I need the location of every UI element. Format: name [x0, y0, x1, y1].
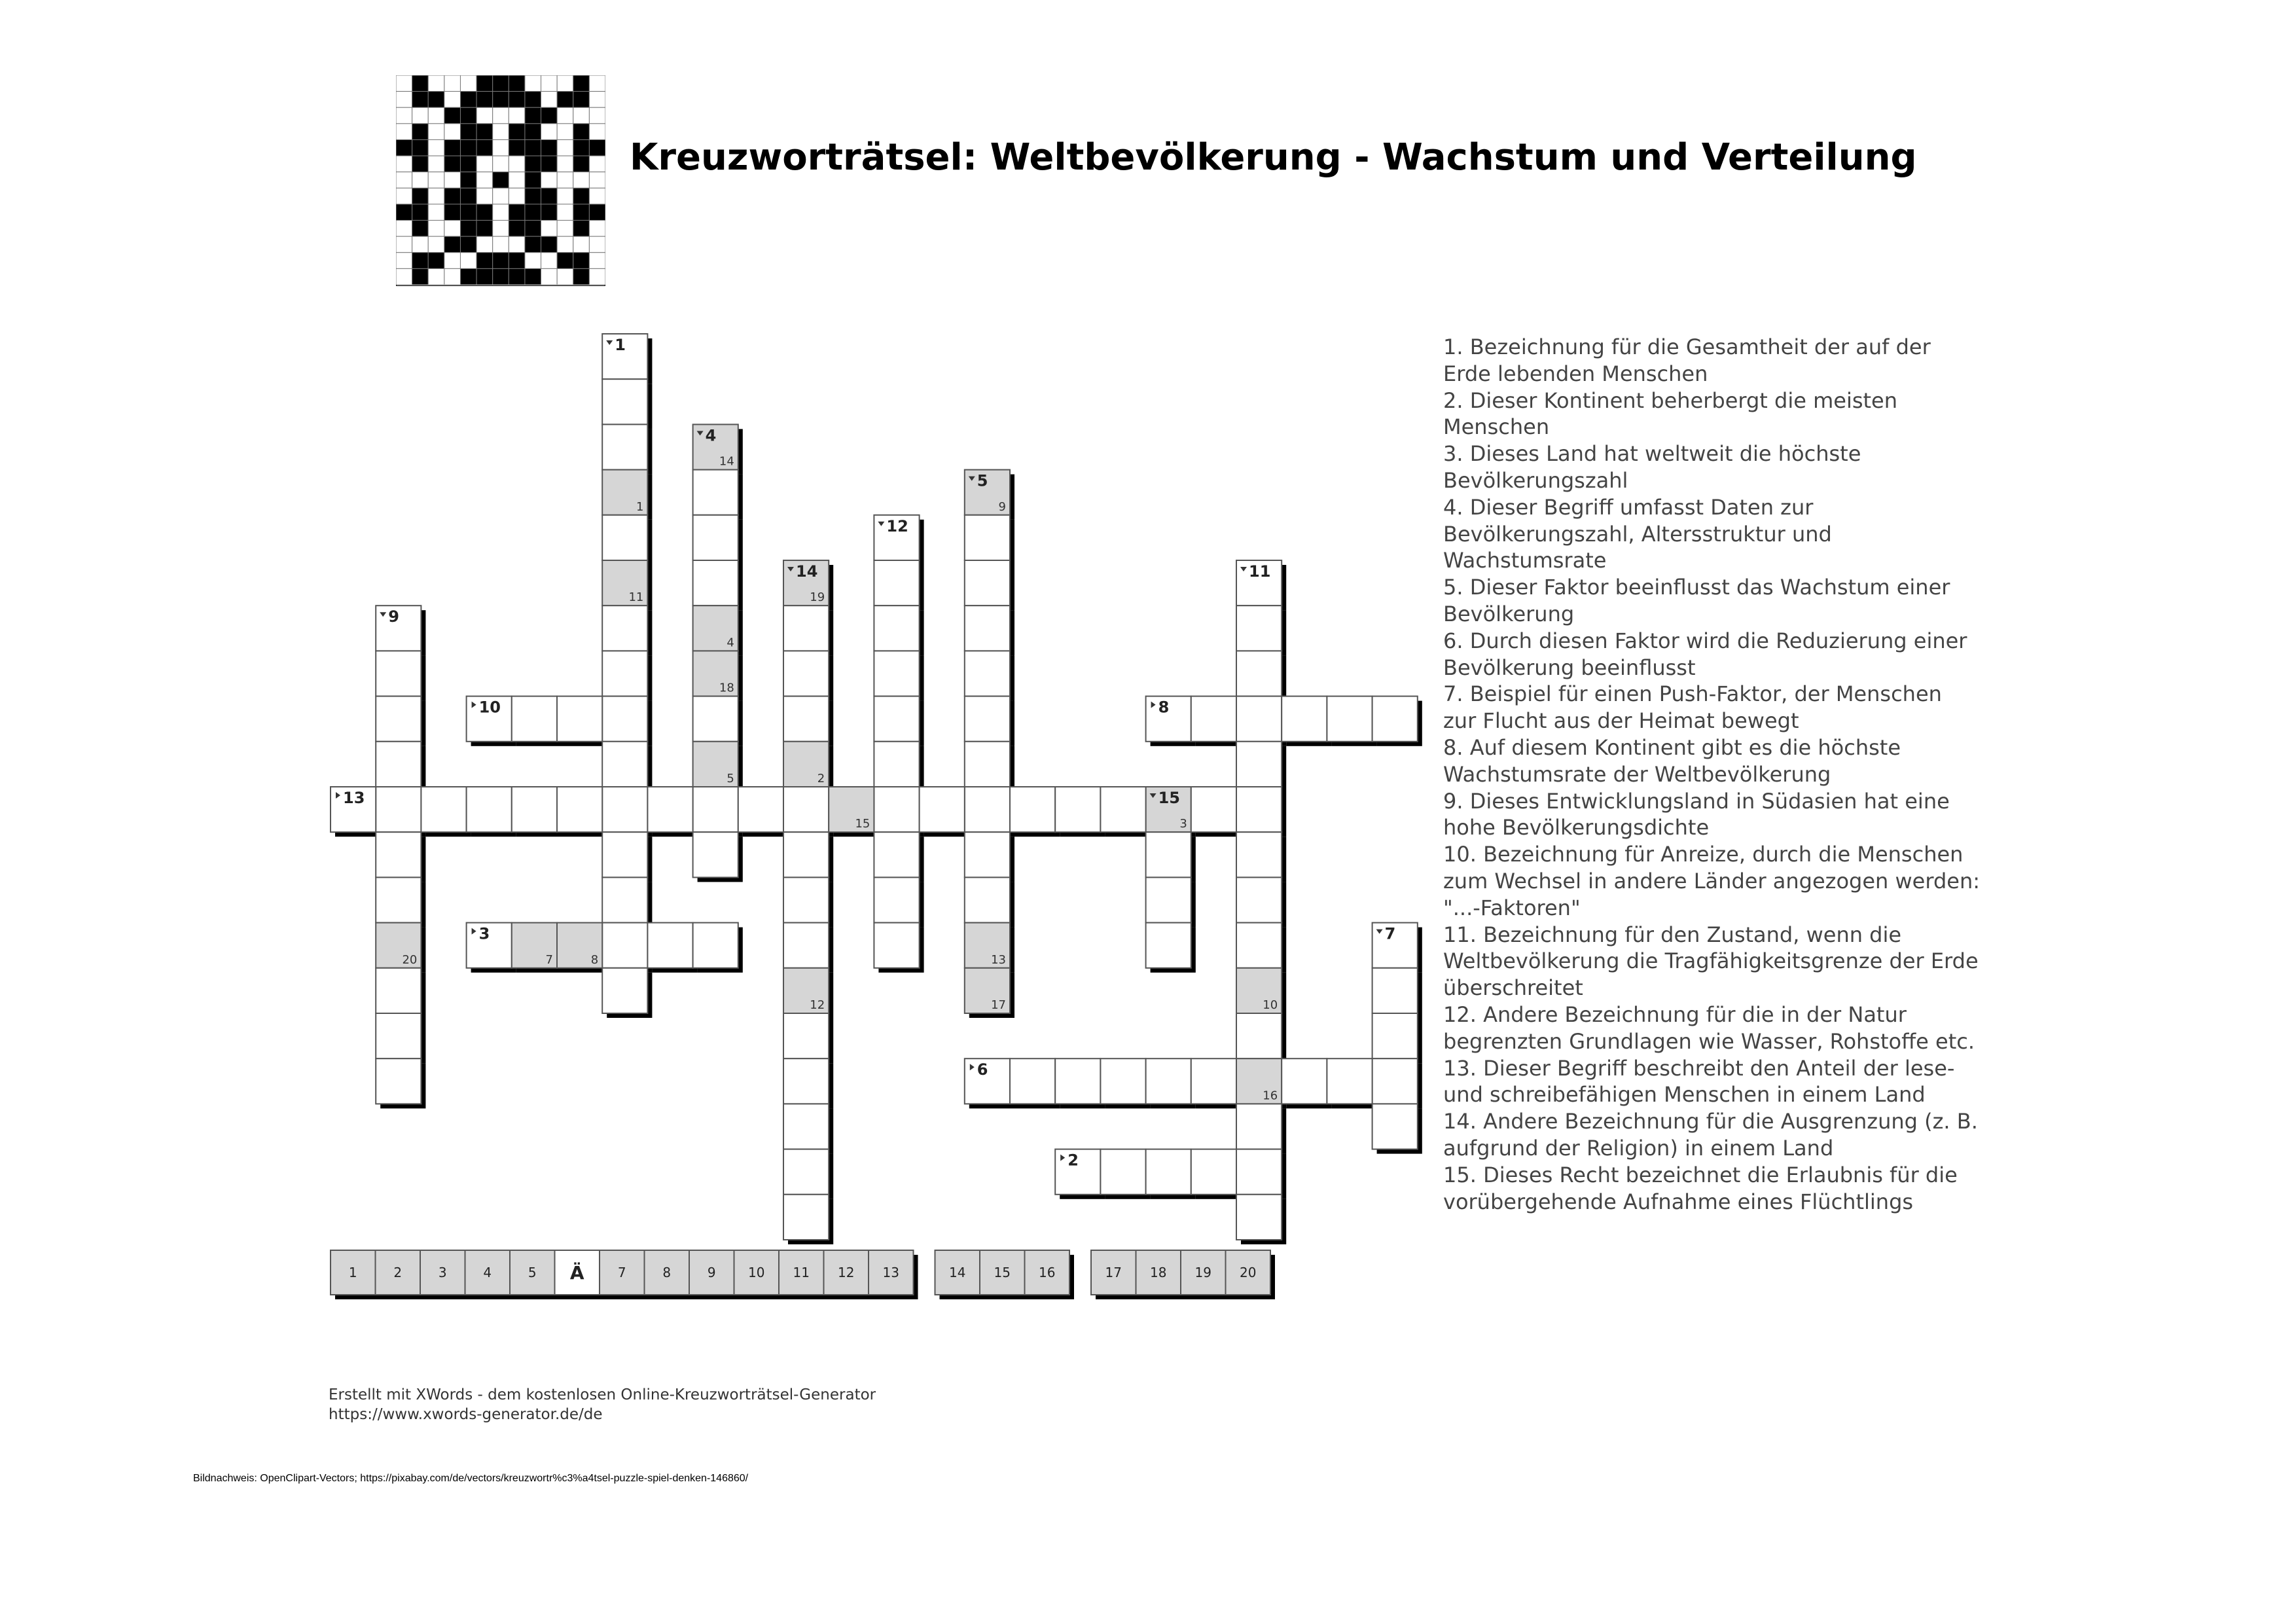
- clue-number: 10: [478, 698, 501, 717]
- clue-number: 13: [343, 789, 365, 807]
- clue-4: 4. Dieser Begriff umfasst Daten zur Bevölkerungszahl, Altersstruktur und Wachstumsrate: [1443, 494, 1832, 573]
- grid-cells: [331, 334, 1418, 1240]
- grid-cell[interactable]: [874, 742, 919, 787]
- grid-cell[interactable]: [602, 651, 647, 696]
- grid-cell[interactable]: [965, 696, 1010, 742]
- solution-box-label: 4: [483, 1265, 492, 1280]
- grid-cell[interactable]: [1191, 696, 1236, 742]
- grid-cell[interactable]: [965, 742, 1010, 787]
- grid-cell[interactable]: [874, 787, 919, 832]
- grid-cell[interactable]: [1146, 1149, 1191, 1195]
- grid-cell[interactable]: [376, 877, 421, 922]
- clue-11: 11. Bezeichnung für den Zustand, wenn die Weltbevölkerung die Tragfähigkeitsgrenze der Erde überschreitet: [1443, 922, 1979, 1001]
- clue-number: 4: [705, 426, 717, 445]
- solution-index: 2: [817, 772, 825, 785]
- grid-cell[interactable]: [1236, 742, 1282, 787]
- clue-10: 10. Bezeichnung für Anreize, durch die Menschen zum Wechsel in andere Länder angezogen werden: "...-Faktoren": [1443, 842, 1980, 920]
- grid-cell[interactable]: [602, 424, 647, 469]
- solution-box-label: 14: [949, 1265, 966, 1280]
- grid-cell[interactable]: [783, 605, 829, 651]
- clue-list: [1443, 334, 1980, 1215]
- solution-box-label: Ä: [569, 1262, 584, 1284]
- solution-box-label: 2: [393, 1265, 403, 1280]
- grid-cell[interactable]: [1282, 696, 1327, 742]
- grid-cell[interactable]: [602, 742, 647, 787]
- solution-index: 10: [1263, 998, 1278, 1012]
- solution-index: 1: [636, 499, 644, 514]
- grid-cell[interactable]: [1100, 1149, 1145, 1195]
- grid-cell[interactable]: [602, 877, 647, 922]
- grid-cell[interactable]: [1236, 877, 1282, 922]
- grid-cell[interactable]: [1372, 1104, 1418, 1149]
- solution-box-label: 16: [1039, 1265, 1056, 1280]
- grid-cell[interactable]: [783, 1104, 829, 1149]
- clue-9: 9. Dieses Entwicklungsland in Südasien hat eine hohe Bevölkerungsdichte: [1443, 788, 1950, 840]
- grid-cell[interactable]: [376, 651, 421, 696]
- grid-cell[interactable]: [602, 787, 647, 832]
- solution-box-label: 9: [707, 1265, 716, 1280]
- solution-box-label: 12: [838, 1265, 855, 1280]
- grid-cell[interactable]: [1327, 696, 1372, 742]
- grid-cell[interactable]: [874, 923, 919, 968]
- grid-cell[interactable]: [376, 1013, 421, 1058]
- solution-box-label: 11: [793, 1265, 810, 1280]
- grid-cell[interactable]: [1236, 651, 1282, 696]
- grid-cell[interactable]: [1372, 696, 1418, 742]
- image-credit: Bildnachweis: OpenClipart-Vectors; https://pixabay.com/de/vectors/kreuzwortr%c3%a4tsel-puzzle-spiel-denken-146860/: [193, 1473, 749, 1484]
- grid-cell[interactable]: [376, 787, 421, 832]
- grid-cell[interactable]: [647, 787, 692, 832]
- grid-cell[interactable]: [783, 923, 829, 968]
- grid-cell[interactable]: [783, 651, 829, 696]
- clue-number: 2: [1067, 1151, 1079, 1170]
- clue-number: 9: [388, 607, 399, 626]
- grid-cell[interactable]: [602, 605, 647, 651]
- grid-cell[interactable]: [693, 515, 738, 560]
- grid-cell[interactable]: [965, 832, 1010, 877]
- solution-box-label: 20: [1240, 1265, 1257, 1280]
- grid-cell[interactable]: [376, 1058, 421, 1104]
- grid-cell[interactable]: [965, 560, 1010, 605]
- grid-cell[interactable]: [965, 877, 1010, 922]
- grid-cell[interactable]: [874, 605, 919, 651]
- grid-cell[interactable]: [693, 696, 738, 742]
- clue-12: 12. Andere Bezeichnung für die in der Natur begrenzten Grundlagen wie Wasser, Rohstoffe etc.: [1443, 1001, 1975, 1054]
- solution-index: 5: [726, 772, 734, 785]
- grid-cell[interactable]: [602, 832, 647, 877]
- grid-cell[interactable]: [783, 832, 829, 877]
- footer-line-1: Erstellt mit XWords - dem kostenlosen Online-Kreuzworträtsel-Generator: [329, 1386, 876, 1403]
- solution-box-label: 7: [617, 1265, 626, 1280]
- grid-cell[interactable]: [376, 696, 421, 742]
- clue-number: 7: [1384, 924, 1396, 943]
- grid-cell[interactable]: [783, 1058, 829, 1104]
- footer-line-2: https://www.xwords-generator.de/de: [329, 1406, 603, 1423]
- grid-cell[interactable]: [1327, 1058, 1372, 1104]
- grid-cell[interactable]: [783, 877, 829, 922]
- clue-7: 7. Beispiel für einen Push-Faktor, der Menschen zur Flucht aus der Heimat bewegt: [1443, 681, 1942, 734]
- solution-box-label: 1: [348, 1265, 357, 1280]
- solution-index: 8: [590, 952, 599, 967]
- grid-cell[interactable]: [512, 696, 557, 742]
- clue-number: 5: [977, 471, 988, 490]
- solution-index: 17: [991, 998, 1006, 1012]
- grid-cell[interactable]: [1191, 1149, 1236, 1195]
- grid-cell[interactable]: [557, 696, 602, 742]
- solution-index: 12: [810, 998, 825, 1012]
- grid-cell[interactable]: [1372, 1013, 1418, 1058]
- grid-cell[interactable]: [1236, 1104, 1282, 1149]
- clue-number: 8: [1158, 698, 1170, 717]
- grid-cell[interactable]: [693, 787, 738, 832]
- grid-cell[interactable]: [783, 1195, 829, 1240]
- grid-cell[interactable]: [557, 787, 602, 832]
- grid-cell[interactable]: [783, 787, 829, 832]
- clue-number: 1: [615, 336, 626, 354]
- grid-cell[interactable]: [1282, 1058, 1327, 1104]
- clue-1: 1. Bezeichnung für die Gesamtheit der auf der Erde lebenden Menschen: [1443, 334, 1931, 386]
- grid-cell[interactable]: [874, 832, 919, 877]
- grid-cell[interactable]: [1372, 968, 1418, 1013]
- clue-2: 2. Dieser Kontinent beherbergt die meisten Menschen: [1443, 388, 1898, 440]
- clue-number: 14: [796, 562, 818, 581]
- clue-number: 6: [977, 1060, 988, 1079]
- solution-index: 11: [628, 590, 644, 605]
- grid-cell[interactable]: [1236, 1195, 1282, 1240]
- clue-5: 5. Dieser Faktor beeinflusst das Wachstum einer Bevölkerung: [1443, 575, 1950, 626]
- grid-cell[interactable]: [647, 923, 692, 968]
- grid-cell[interactable]: [783, 696, 829, 742]
- grid-cell[interactable]: [1236, 696, 1282, 742]
- grid-cell[interactable]: [376, 968, 421, 1013]
- grid-cell[interactable]: [1010, 787, 1055, 832]
- grid-cell[interactable]: [1236, 923, 1282, 968]
- grid-cell[interactable]: [1100, 1058, 1145, 1104]
- grid-cell[interactable]: [693, 832, 738, 877]
- solution-box-label: 5: [528, 1265, 537, 1280]
- grid-cell[interactable]: [376, 742, 421, 787]
- solution-index: 9: [998, 499, 1006, 514]
- page-title: Kreuzworträtsel: Weltbevölkerung - Wachstum und Verteilung: [630, 136, 1917, 179]
- solution-index: 14: [719, 454, 734, 469]
- grid-cell[interactable]: [1236, 787, 1282, 832]
- solution-index: 7: [545, 952, 553, 967]
- grid-cell[interactable]: [1372, 1058, 1418, 1104]
- solution-box-label: 15: [994, 1265, 1011, 1280]
- grid-cell[interactable]: [738, 787, 783, 832]
- grid-cell[interactable]: [602, 696, 647, 742]
- grid-cell[interactable]: [1146, 832, 1191, 877]
- solution-index: 19: [810, 590, 825, 605]
- solution-index: 3: [1179, 817, 1187, 831]
- grid-cell[interactable]: [783, 1149, 829, 1195]
- solution-box-label: 13: [882, 1265, 899, 1280]
- solution-strip: [331, 1250, 1275, 1299]
- solution-index: 4: [726, 636, 734, 650]
- grid-cell[interactable]: [874, 560, 919, 605]
- grid-cell[interactable]: [965, 787, 1010, 832]
- grid-cell[interactable]: [1191, 1058, 1236, 1104]
- grid-cell[interactable]: [1236, 832, 1282, 877]
- footer: [329, 1385, 876, 1424]
- solution-index: 13: [991, 952, 1006, 967]
- grid-cell[interactable]: [874, 877, 919, 922]
- grid-cell[interactable]: [1010, 1058, 1055, 1104]
- solution-index: 16: [1263, 1089, 1278, 1103]
- clue-14: 14. Andere Bezeichnung für die Ausgrenzung (z. B. aufgrund der Religion) in einem Land: [1443, 1109, 1978, 1161]
- clue-number: 11: [1249, 562, 1271, 581]
- solution-box-label: 17: [1105, 1265, 1122, 1280]
- grid-cell[interactable]: [965, 605, 1010, 651]
- clue-number: 3: [478, 924, 490, 943]
- grid-cell[interactable]: [920, 787, 965, 832]
- grid-cell[interactable]: [421, 787, 466, 832]
- solution-box-label: 10: [748, 1265, 765, 1280]
- clue-3: 3. Dieses Land hat weltweit die höchste Bevölkerungszahl: [1443, 441, 1861, 493]
- grid-cell[interactable]: [693, 923, 738, 968]
- solution-box-label: 18: [1150, 1265, 1167, 1280]
- grid-cell[interactable]: [602, 515, 647, 560]
- solution-index: 18: [719, 681, 734, 695]
- grid-cell[interactable]: [376, 832, 421, 877]
- grid-cell[interactable]: [965, 515, 1010, 560]
- grid-cell[interactable]: [512, 787, 557, 832]
- grid-cell[interactable]: [467, 787, 512, 832]
- grid-cell[interactable]: [1191, 787, 1236, 832]
- solution-index: 15: [855, 817, 870, 831]
- grid-cell[interactable]: [693, 560, 738, 605]
- clue-6: 6. Durch diesen Faktor wird die Reduzierung einer Bevölkerung beeinflusst: [1443, 628, 1967, 680]
- solution-box-label: 19: [1194, 1265, 1211, 1280]
- grid-cell[interactable]: [1236, 1149, 1282, 1195]
- solution-box-label: 3: [438, 1265, 447, 1280]
- solution-index: 20: [402, 952, 418, 967]
- grid-cell[interactable]: [602, 923, 647, 968]
- grid-cell[interactable]: [1146, 877, 1191, 922]
- grid-cell[interactable]: [1055, 787, 1100, 832]
- grid-cell[interactable]: [874, 651, 919, 696]
- grid-cell[interactable]: [1146, 923, 1191, 968]
- grid-cell[interactable]: [602, 379, 647, 424]
- grid-cell[interactable]: [602, 968, 647, 1013]
- grid-cell[interactable]: [1236, 605, 1282, 651]
- clue-15: 15. Dieses Recht bezeichnet die Erlaubnis für die vorübergehende Aufnahme eines Flüchtlings: [1443, 1162, 1958, 1214]
- grid-cell[interactable]: [693, 470, 738, 515]
- clue-8: 8. Auf diesem Kontinent gibt es die höchste Wachstumsrate der Weltbevölkerung: [1443, 734, 1901, 787]
- grid-cell[interactable]: [1236, 1013, 1282, 1058]
- grid-cell[interactable]: [965, 651, 1010, 696]
- grid-cell[interactable]: [874, 696, 919, 742]
- grid-cell[interactable]: [1055, 1058, 1100, 1104]
- clue-number: 12: [886, 516, 908, 535]
- clue-number: 15: [1158, 789, 1181, 807]
- solution-box-label: 8: [662, 1265, 672, 1280]
- grid-cell[interactable]: [1146, 1058, 1191, 1104]
- grid-cell[interactable]: [783, 1013, 829, 1058]
- clue-13: 13. Dieser Begriff beschreibt den Anteil der lese- und schreibefähigen Menschen in einem Land: [1443, 1055, 1955, 1108]
- grid-cell[interactable]: [1100, 787, 1145, 832]
